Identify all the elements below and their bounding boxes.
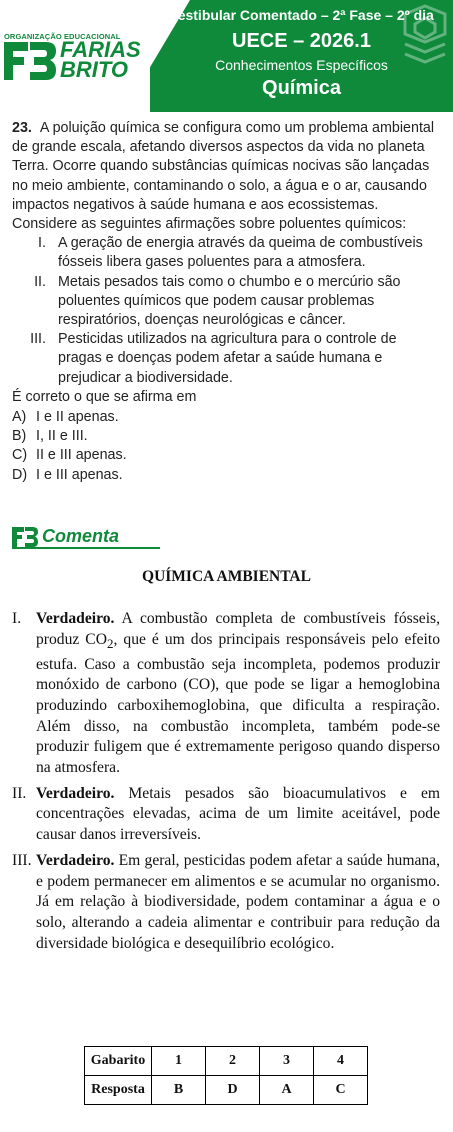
option-letter: C) (12, 447, 28, 464)
option-item (12, 427, 442, 446)
table-header-cell: Gabarito (85, 1047, 152, 1076)
subscript: 2 (106, 635, 114, 651)
option-item (12, 408, 442, 427)
commentary-item (12, 609, 440, 779)
question-intro-text: A poluição química se configura como um problema ambiental de grande escala, afetando diversos aspectos da vida no planeta Terra. Ocorre quando substâncias químicas nocivas são lançadas no meio ambiente, contaminando o solo, a água e o ar, causando impactos negativos à saúde humana e aos ecossistemas. Considere as seguintes afirmações sobre poluentes químicos: (12, 120, 435, 233)
answer-options (12, 408, 442, 485)
option-text: I e III apenas. (36, 466, 123, 483)
commentary-text (36, 851, 440, 955)
verdict-label: Verdadeiro. (36, 610, 115, 627)
statement-number: III. (30, 331, 46, 348)
statement-number: II. (34, 273, 46, 290)
exam-subject: Química (262, 77, 341, 99)
commentary-text-part: Metais pesados são bioacumulativos e em concentrações elevadas, acima de um limite aceitável, pode causar danos irreversíveis. (36, 784, 440, 844)
commentary-item (12, 784, 440, 846)
fb-logo-icon (12, 527, 38, 547)
option-text: II e III apenas. (36, 447, 127, 464)
question-number: 23. (12, 120, 32, 136)
logo-org-text: ORGANIZAÇÃO EDUCACIONAL (4, 32, 121, 41)
logo-word-farias: FARIAS (60, 37, 141, 62)
farias-brito-logo-icon (4, 42, 56, 80)
statement-item (12, 234, 442, 272)
table-cell: 4 (314, 1047, 368, 1076)
option-item (12, 446, 442, 465)
statement-item (12, 273, 442, 331)
statement-text: Pesticidas utilizados na agricultura para o controle de pragas e doenças podem afetar a saúde humana e prejudicar a biodiversidade. (58, 331, 397, 386)
table-cell: D (206, 1076, 260, 1105)
question-block (12, 119, 442, 485)
option-text: I, II e III. (36, 428, 88, 445)
table-row (85, 1047, 368, 1076)
question-intro (12, 119, 442, 234)
commentary-number: I. (12, 610, 22, 627)
table-cell: B (152, 1076, 206, 1105)
commentary-item (12, 851, 440, 955)
table-cell: C (314, 1076, 368, 1105)
commentary-block (12, 609, 440, 959)
question-prompt: É correto o que se afirma em (12, 388, 197, 405)
table-cell: 2 (206, 1047, 260, 1076)
comenta-underline (12, 547, 160, 549)
answer-key-table (84, 1046, 368, 1105)
commentary-text (36, 784, 440, 846)
commentary-number: III. (12, 851, 32, 869)
table-header-cell: Resposta (85, 1076, 152, 1105)
verdict-label: Verdadeiro. (36, 851, 115, 869)
exam-area: Conhecimentos Específicos (215, 57, 388, 73)
option-text: I e II apenas. (36, 409, 119, 426)
verdict-label: Verdadeiro. (36, 784, 115, 802)
option-item (12, 466, 442, 485)
statement-number: I. (38, 235, 46, 252)
commentary-number: II. (12, 784, 27, 802)
table-cell: 3 (260, 1047, 314, 1076)
option-letter: D) (12, 466, 28, 483)
statement-text: Metais pesados tais como o chumbo e o mercúrio são poluentes químicos que podem causar problemas respiratórios, doenças neurológicas e câncer. (58, 273, 401, 329)
logo-word-brito: BRITO (60, 57, 129, 82)
statement-text: A geração de energia através da queima de combustíveis fósseis libera gases poluentes para a atmosfera. (58, 235, 423, 271)
commentary-text-part: A combustão completa de combustíveis fósseis, produz CO (36, 610, 440, 648)
table-cell: 1 (152, 1047, 206, 1076)
commentary-text (36, 609, 440, 779)
comenta-heading (12, 527, 160, 549)
exam-edition: UECE – 2026.1 (232, 30, 371, 52)
option-letter: A) (12, 409, 27, 426)
option-letter: B) (12, 428, 27, 445)
commentary-text-part: , que é um dos principais responsáveis pelo efeito estufa. Caso a combustão seja incompleta, podemos produzir monóxido de carbono (CO), que pode se ligar a hemoglobina produzindo carboxihemoglobina, que dificulta a respiração. Além disso, na combustão incompleta, também pode-se produzir fuligem que é extremamente perigoso quando disperso na atmosfera. (36, 630, 440, 777)
table-cell: A (260, 1076, 314, 1105)
page-header (0, 0, 453, 114)
table-row (85, 1076, 368, 1105)
comenta-label: Comenta (42, 526, 120, 546)
commentary-text-part: Em geral, pesticidas podem afetar a saúde humana, e podem permanecer em alimentos e se acumular no organismo. Já em relação à biodiversidade, podem contaminar a água e o solo, alterando a cadeia alimentar e contribuir para redução da diversidade biológica e desequilíbrio ecológico. (36, 851, 441, 952)
exam-title: Vestibular Comentado – 2ª Fase – 2º dia (169, 7, 434, 23)
section-title: QUÍMICA AMBIENTAL (142, 568, 311, 585)
statement-item (12, 330, 442, 388)
